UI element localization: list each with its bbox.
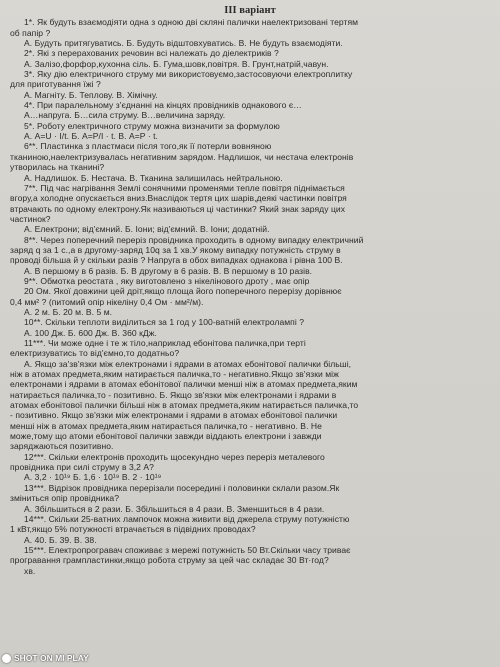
text-line: 15***. Електропрогравач споживає з мережі потужність 50 Вт.Скільки часу триває: [24, 544, 351, 555]
text-line: А. А=U · I/t. Б. А=P/I · t. В. А=P · t.: [24, 131, 158, 142]
text-line: ніж в атомах предмета,яким натирається паличка,то - негативно.Якщо зв'язки між: [10, 369, 339, 380]
text-line: 14***. Скільки 25-ватних лампочок можна живити від джерела струму потужністю: [24, 513, 350, 524]
text-line: 5*. Роботу електричного струму можна визначити за формулою: [24, 120, 280, 131]
camera-logo-icon: [2, 654, 11, 663]
text-line: вгору,а холодне опускається вниз.Внаслідок тертя цих шарів,деякі частинки повітря: [10, 193, 347, 204]
page-title: III варіант: [224, 5, 276, 16]
text-line: електризуватись то від'ємно,то додатньо?: [10, 348, 180, 359]
text-line: А. 40. Б. 39. В. 38.: [24, 534, 97, 545]
text-line: атомах ебонітової палички більші ніж в атомах предмета,яким натирається паличка,то: [10, 400, 359, 411]
text-line: електронами і ядрами в атомах ебонітової палички менші ніж в атомах предмета,яким: [10, 379, 358, 390]
text-line: 12***. Скільки електронів проходить щосекундно через переріз металевого: [24, 451, 325, 462]
text-line: 4*. При паралельному з'єднанні на кінцях провідників однакового є…: [24, 100, 302, 111]
text-line: може,тому що атоми ебонітової палички завжди віддають електрони і завжди: [10, 431, 322, 442]
text-line: 3*. Яку дію електричного струму ми використовуємо,застосовуючи електроплитку: [24, 69, 353, 80]
camera-watermark: [2, 653, 89, 663]
text-line: натирається паличка,то - позитивно. Б. Якщо зв'язки між електронами і ядрами в: [10, 389, 337, 400]
text-line: об папір ?: [10, 27, 51, 38]
text-line: 2*. Які з перерахованих речовин всі належать до діелектриків ?: [24, 48, 279, 59]
text-line: програвання грампластинки,якщо робота струму за цей час складає 30 Вт·год?: [10, 555, 329, 566]
text-line: втрачають по одному електрону.Як називаються ці частинки? Який знак заряду цих: [10, 203, 346, 214]
text-line: А. Магніту. Б. Теплову. В. Хімічну.: [24, 89, 158, 100]
text-line: 0,4 мм² ? (питомий опір нікеліну 0,4 Ом · мм²/м).: [10, 296, 204, 307]
text-line: А. Залізо,форфор,кухонна сіль. Б. Гума,шовк,повітря. В. Грунт,натрій,чавун.: [24, 58, 329, 69]
text-line: 6**. Пластинка з пластмаси після того,як її потерли вовняною: [24, 141, 272, 152]
text-line: А. Електрони; від'ємний. Б. Іони; від'ємний. В. Іони; додатній.: [24, 224, 270, 235]
text-line: 10**. Скільки теплоти виділиться за 1 год у 100-ватній електролампі ?: [24, 317, 305, 328]
text-line: заряджаються позитивно.: [10, 441, 114, 452]
text-line: 1*. Як будуть взаємодіяти одна з одною дві скляні палички наелектризовані тертям: [24, 17, 359, 28]
text-line: А. В першому в 6 разів. Б. В другому в 6 разів. В. В першому в 10 разів.: [24, 265, 313, 276]
text-line: проводі більша й у скільки разів ? Напруга в обох випадках однакова і рівна 100 В.: [10, 255, 343, 266]
text-line: А. Збільшиться в 2 рази. Б. Збільшиться в 4 рази. В. Зменшиться в 4 рази.: [24, 503, 325, 514]
text-line: А. 2 м. Б. 20 м. В. 5 м.: [24, 306, 113, 317]
text-line: хв.: [24, 565, 36, 576]
text-line: тканиною,наелектризувалась негативним зарядом. Надлишок, чи нестача електронів: [10, 151, 354, 162]
text-line: 1 кВт,якщо 5% потужності втрачається в підвідних проводах?: [10, 524, 256, 535]
text-line: А. Надлишок. Б. Нестача. В. Тканина залишилась нейтральною.: [24, 172, 283, 183]
text-line: для приготування їжі ?: [10, 79, 101, 90]
text-line: 8**. Через поперечний переріз провідника проходить в одному випадку електричний: [24, 234, 364, 245]
text-line: 9**. Обмотка реостата , яку виготовлено з нікелінового дроту , має опір: [24, 275, 310, 286]
text-line: 11***. Чи може одне і те ж тіло,наприклад ебонітова паличка,при терті: [24, 338, 306, 348]
text-line: зміниться опір провідника?: [10, 493, 120, 504]
text-line: А. 3,2 · 10¹⁹ Б. 1,6 · 10¹⁹ В. 2 · 10¹⁹: [24, 472, 162, 483]
watermark-text: SHOT ON MI PLAY: [14, 653, 89, 663]
question-list: [10, 17, 490, 576]
text-line: А…напруга. Б…сила струму. В…величина заряду.: [24, 110, 226, 121]
text-line: заряд q за 1 с.,а в другому-заряд 10q за 1 хв.У якому випадку потужність струму в: [10, 244, 341, 255]
text-line: А. Якщо за'зв'язки між електронами і ядрами в атомах ебонітової палички більші,: [24, 358, 352, 369]
text-line: 20 Ом. Якої довжини цей дріт,якщо площа його поперечного перерізу дорівнює: [24, 286, 342, 297]
text-line: утворилась на тканині?: [10, 162, 105, 173]
text-line: 13***. Відрізок провідника перерізали посередині і половинки склали разом.Як: [24, 482, 340, 493]
text-line: - позитивно. Якщо зв'язки між електронами і ядрами в атомах ебонітової палички: [10, 410, 338, 421]
text-line: А. Будуть притягуватись. Б. Будуть відштовхуватись. В. Не будуть взаємодіяти.: [24, 38, 343, 49]
text-line: менші ніж в атомах предмета,яким натирається паличка,то - негативно. В. Не: [10, 420, 322, 431]
text-line: провідника при силі струму в 3,2 А?: [10, 462, 154, 473]
text-line: частинок?: [10, 213, 51, 224]
text-line: 7**. Під час нагрівання Землі сонячними променями тепле повітря піднімається: [24, 182, 345, 193]
text-line: А. 100 Дж. Б. 600 Дж. В. 360 кДж.: [24, 327, 157, 338]
